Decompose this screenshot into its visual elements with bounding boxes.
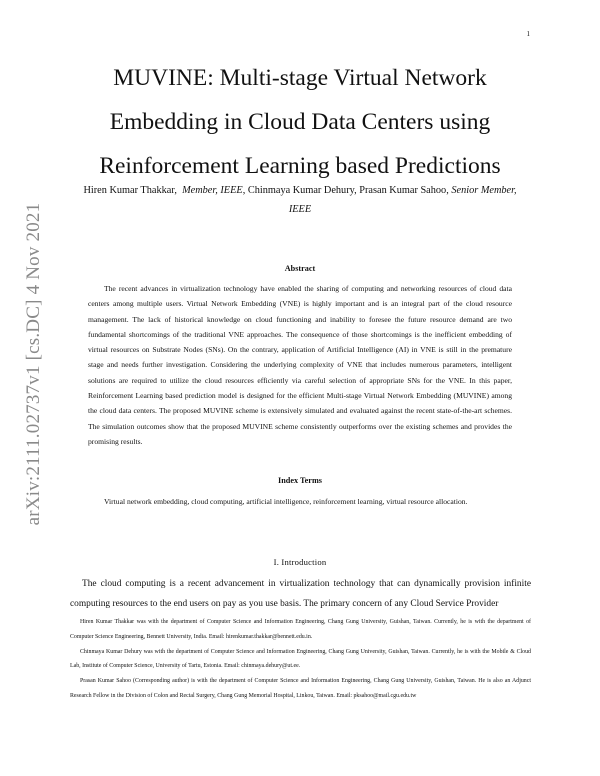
footnote-author-2: Chinmaya Kumar Dehury was with the department of Computer Science and Information Engineering, Chang Gung University, Guishan, Taiwan. Currently, he is with the Mobile & Cloud Lab, Institute of Computer Science, University of Tartu, Estonia. Email: chinmaya.dehury@ut.ee. (70, 648, 531, 670)
footnotes (70, 615, 531, 704)
author-1-role: Member, IEEE (182, 185, 243, 196)
page-number: 1 (526, 30, 530, 38)
abstract-text: The recent advances in virtualization technology have enabled the sharing of computing and networking resources of cloud data centers among multiple users. Virtual Network Embedding (VNE) is highly important and is an integral part of the cloud resource management. The lack of historical knowledge on cloud functioning and inability to foresee the future resource demand are two fundamental shortcomings of the traditional VNE approaches. The consequence of those shortcomings is the inefficient embedding of virtual resources on Substrate Nodes (SNs). On the contrary, application of Artificial Intelligence (AI) in VNE is still in the premature stage and needs further investigation. Considering the underlying complexity of VNE that includes numerous parameters, intelligent solutions are required to utilize the cloud resources efficiently via careful selection of appropriate SNs for the VNE. In this paper, Reinforcement Learning based prediction model is designed for the efficient Multi-stage Virtual Network Embedding (MUVINE) among the cloud data centers. The proposed MUVINE scheme is extensively simulated and evaluated against the recent state-of-the-art schemes. The simulation outcomes show that the proposed MUVINE scheme consistently outperforms over the existing schemes and provides the promising results. (88, 284, 512, 446)
abstract-heading: Abstract (284, 264, 316, 273)
author-1-name: Hiren Kumar Thakkar, (83, 185, 177, 196)
footnote-author-1: Hiren Kumar Thakkar was with the department of Computer Science and Information Engineering, Chang Gung University, Guishan, Taiwan. Currently, he is with the department of Computer Science Engineering, Bennett University, India. Email: hirenkumar.thakkar@bennett.edu.in. (70, 619, 531, 640)
author-list (76, 181, 524, 219)
arxiv-stamp: arXiv:2111.02737v1 [cs.DC] 4 Nov 2021 (23, 202, 44, 526)
paper-title: MUVINE: Multi-stage Virtual Network Embedding in Cloud Data Centers using Reinforcement Learning based Predictions (99, 65, 501, 179)
author-3-role: Senior Member, IEEE (288, 185, 517, 215)
author-2-3-names: , Chinmaya Kumar Dehury, Prasan Kumar Sahoo, (242, 185, 449, 196)
intro-paragraph: The cloud computing is a recent advancement in virtualization technology that can dynamically provision infinite computing resources to the end users on pay as you use basis. The primary concern of any Cloud Service Provider (70, 579, 531, 609)
index-terms-heading: Index Terms (278, 476, 322, 485)
index-terms-text: Virtual network embedding, cloud computing, artificial intelligence, reinforcement learning, virtual resource allocation. (104, 497, 468, 506)
footnote-author-3: Prasan Kumar Sahoo (Corresponding author) is with the department of Computer Science and Information Engineering, Chang Gung University, Guishan, Taiwan. He is also an Adjunct Research Fellow in the Division of Colon and Rectal Surgery, Chang Gung Memorial Hospital, Linkou, Taiwan. Email: pksahoo@mail.cgu.edu.tw (70, 678, 531, 699)
section-heading: I. Introduction (273, 557, 327, 567)
